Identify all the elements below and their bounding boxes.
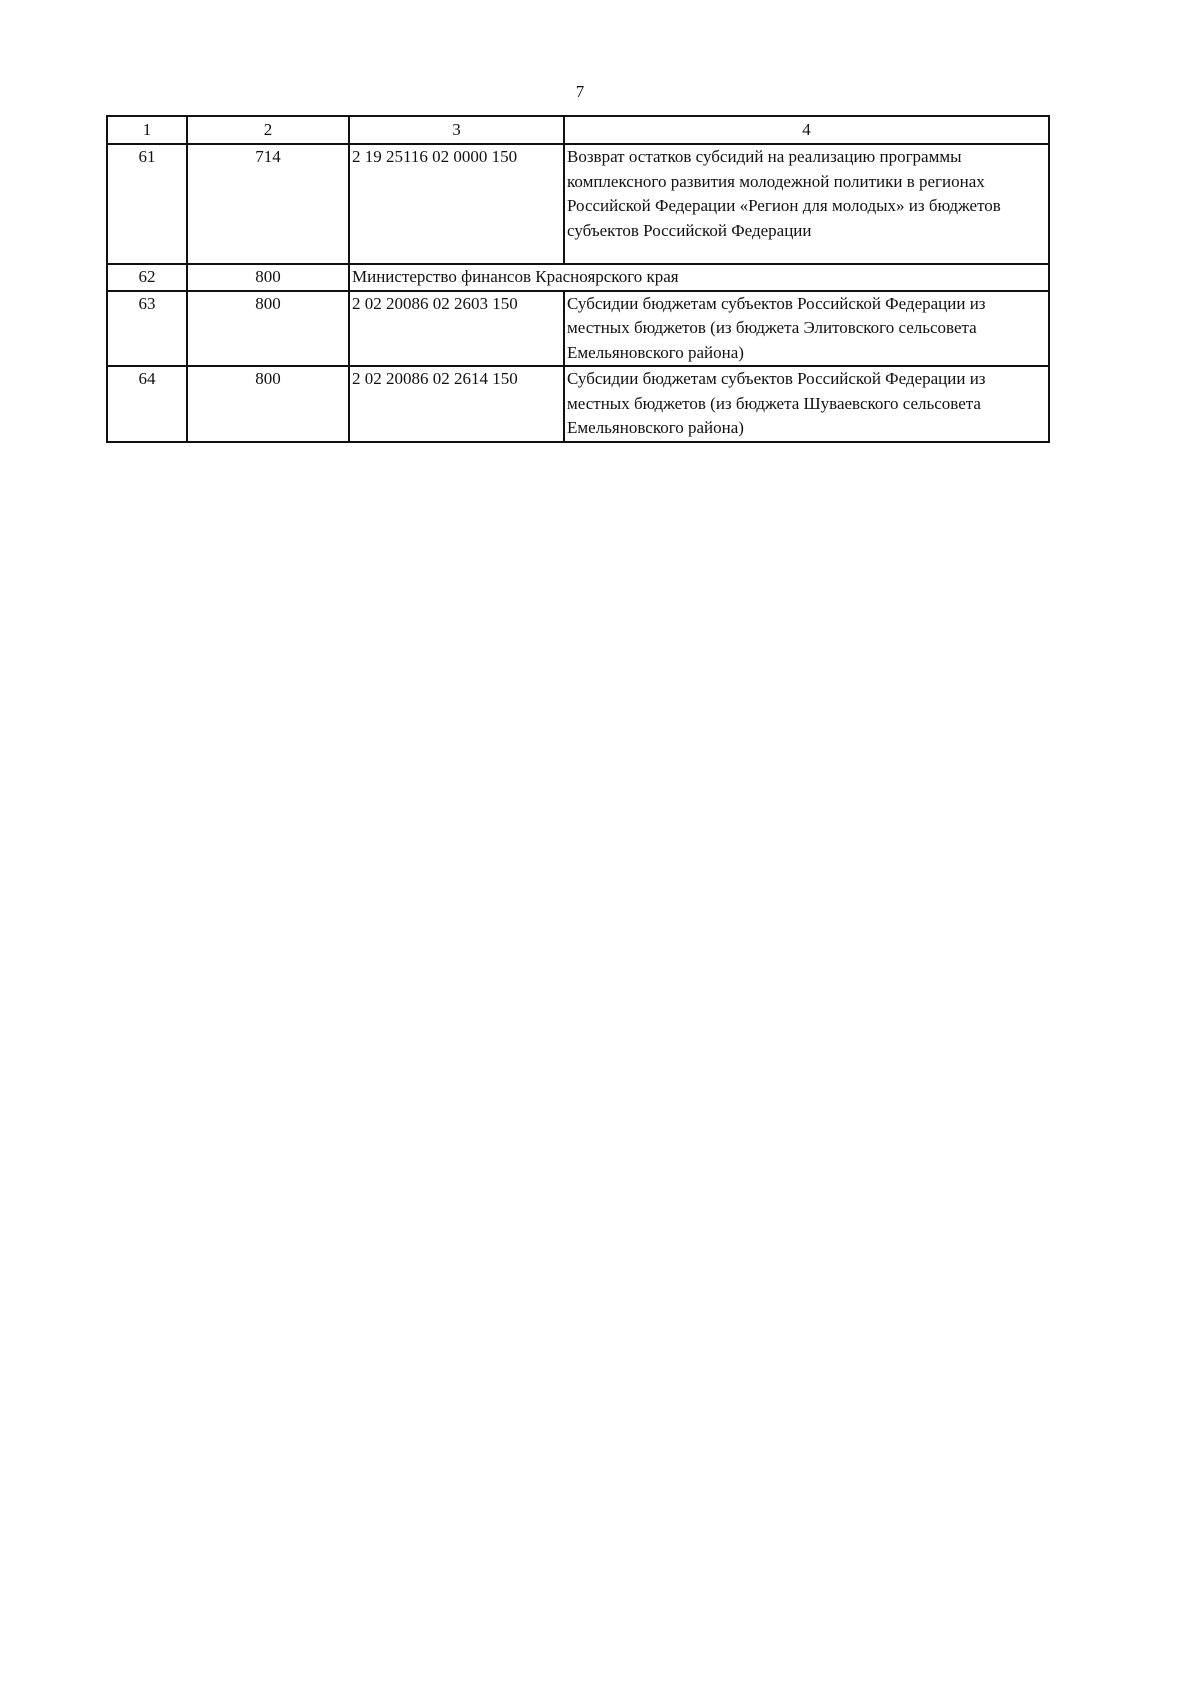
- column-header: 4: [564, 116, 1049, 144]
- income-code: 2 02 20086 02 2614 150: [349, 366, 564, 442]
- income-code: 2 02 20086 02 2603 150: [349, 291, 564, 367]
- row-number: 64: [107, 366, 187, 442]
- table-row: [107, 366, 1049, 442]
- column-header: 3: [349, 116, 564, 144]
- table-row: [107, 144, 1049, 264]
- income-codes-table: [106, 115, 1050, 443]
- income-description: Субсидии бюджетам субъектов Российской Федерации из местных бюджетов (из бюджета Элитовского сельсовета Емельяновского района): [564, 291, 1049, 367]
- row-number: 63: [107, 291, 187, 367]
- column-header: 2: [187, 116, 349, 144]
- table-row: [107, 291, 1049, 367]
- income-description: Субсидии бюджетам субъектов Российской Федерации из местных бюджетов (из бюджета Шуваевского сельсовета Емельяновского района): [564, 366, 1049, 442]
- admin-code: 800: [187, 264, 349, 291]
- admin-code: 714: [187, 144, 349, 264]
- admin-code: 800: [187, 291, 349, 367]
- row-number: 62: [107, 264, 187, 291]
- page-number: 7: [575, 82, 585, 101]
- column-header: 1: [107, 116, 187, 144]
- income-description: Возврат остатков субсидий на реализацию программы комплексного развития молодежной политики в регионах Российской Федерации «Регион для молодых» из бюджетов субъектов Российской Федерации: [564, 144, 1049, 264]
- table-row: [107, 264, 1049, 291]
- table-header-row: [107, 116, 1049, 144]
- admin-code: 800: [187, 366, 349, 442]
- administrator-name: Министерство финансов Красноярского края: [349, 264, 1049, 291]
- income-code: 2 19 25116 02 0000 150: [349, 144, 564, 264]
- row-number: 61: [107, 144, 187, 264]
